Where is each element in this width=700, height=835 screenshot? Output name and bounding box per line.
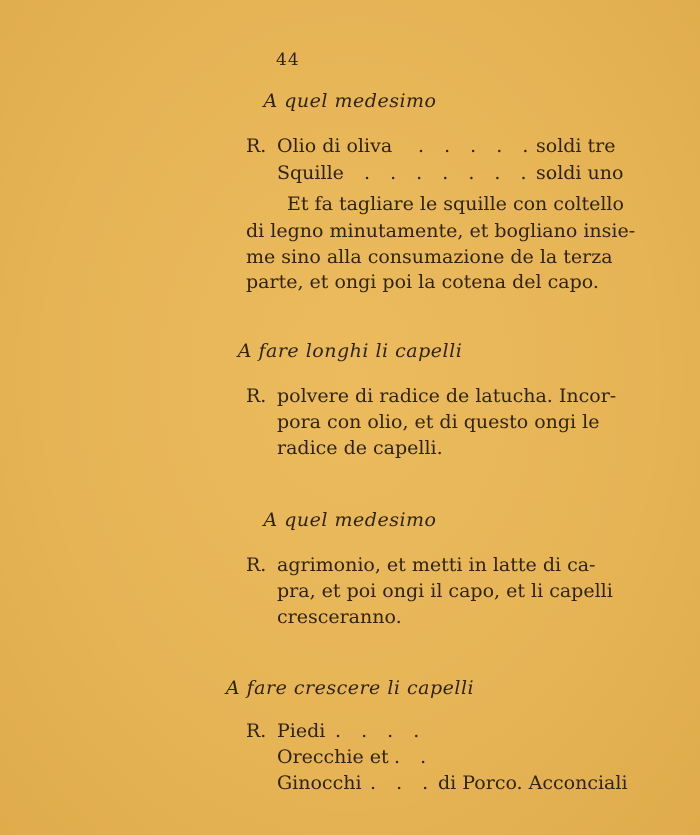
ingredient-1-amount: soldi tre: [536, 135, 616, 157]
section-heading-3: A quel medesimo: [263, 509, 437, 531]
text-line: pra, et poi ongi il capo, et li capelli: [277, 580, 613, 602]
recipe-mark-4: R.: [246, 720, 267, 742]
text-line: radice de capelli.: [277, 437, 443, 459]
text-line: me sino alla consumazione de la terza: [246, 246, 613, 268]
ingredient-1-dots: . . . . .: [418, 135, 536, 157]
text-line: cresceranno.: [277, 606, 402, 628]
page-number: 44: [276, 50, 300, 70]
ingredient-1-name: Olio di oliva: [277, 135, 393, 157]
ingredient-2-name: Squille: [277, 162, 344, 184]
recipe-mark-3: R.: [246, 554, 267, 576]
recipe-mark-2: R.: [246, 385, 267, 407]
ingredient-2-amount: soldi uno: [536, 162, 624, 184]
section-heading-1: A quel medesimo: [263, 90, 437, 112]
text-line: parte, et ongi poi la cotena del capo.: [246, 271, 599, 293]
text-line: polvere di radice de latucha. Incor-: [277, 385, 617, 407]
text-line: di legno minutamente, et bogliano insie-: [246, 220, 636, 242]
section-heading-4: A fare crescere li capelli: [225, 677, 475, 699]
ingredient-name: Orecchie et: [277, 746, 389, 768]
ingredient-name: Ginocchi: [277, 772, 362, 794]
text-line: Et fa tagliare le squille con coltello: [287, 193, 624, 215]
ingredient-2-dots: . . . . . . . .: [364, 162, 560, 184]
ingredient-dots: . . . .: [335, 720, 427, 742]
text-line: agrimonio, et metti in latte di ca-: [277, 554, 596, 576]
section-heading-2: A fare longhi li capelli: [237, 340, 463, 362]
ingredient-dots: . . .: [370, 772, 436, 794]
ingredient-dots: . .: [394, 746, 434, 768]
ingredient-amount: di Porco. Acconciali: [438, 772, 628, 794]
text-line: pora con olio, et di questo ongi le: [277, 411, 600, 433]
recipe-mark-1: R.: [246, 135, 267, 157]
ingredient-name: Piedi: [277, 720, 326, 742]
